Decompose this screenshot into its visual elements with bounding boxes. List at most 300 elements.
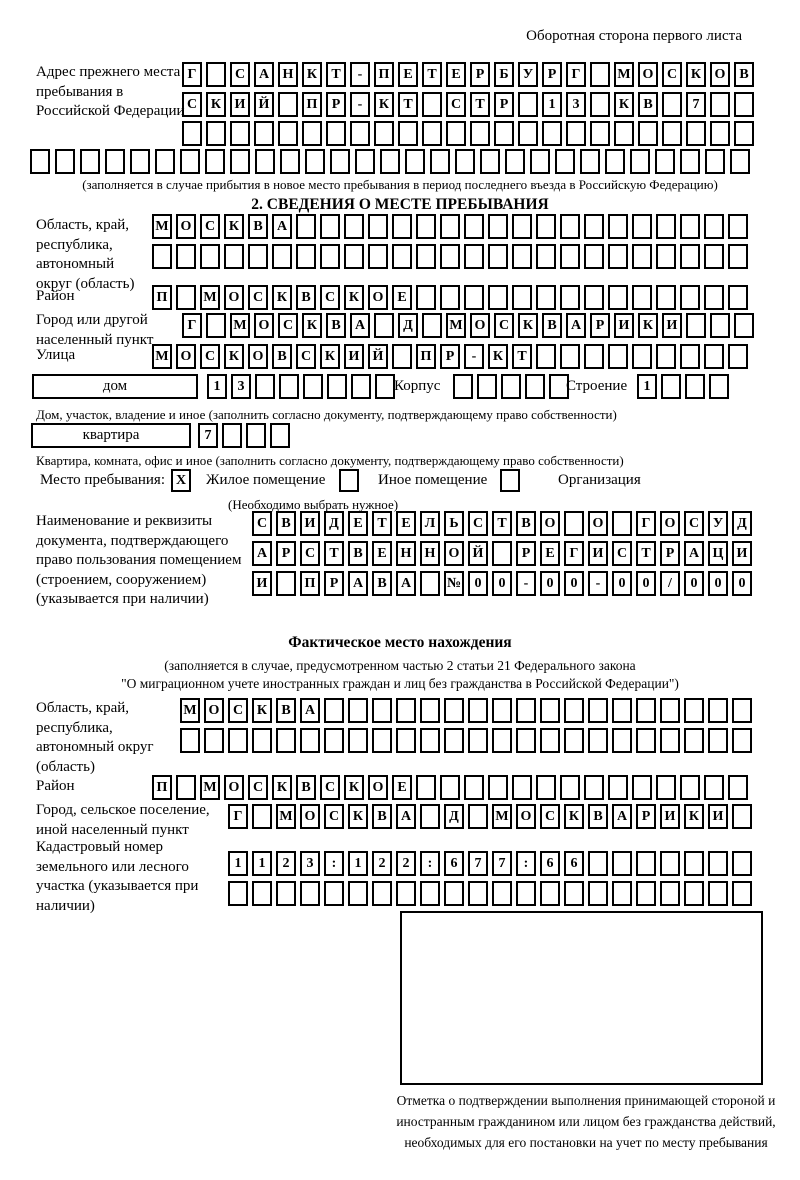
char-cell	[480, 149, 500, 174]
char-cell: П	[416, 344, 436, 369]
char-cell	[684, 881, 704, 906]
char-cell: С	[252, 511, 272, 536]
char-cell: Т	[492, 511, 512, 536]
char-cell	[444, 881, 464, 906]
char-cell	[530, 149, 550, 174]
char-cell	[608, 285, 628, 310]
char-cell	[30, 149, 50, 174]
char-cell: К	[302, 313, 322, 338]
char-cell	[612, 511, 632, 536]
char-cell	[355, 149, 375, 174]
char-cell: С	[612, 541, 632, 566]
char-cell	[276, 571, 296, 596]
char-cell	[540, 881, 560, 906]
char-cell: М	[180, 698, 200, 723]
char-cell: А	[566, 313, 586, 338]
char-cell	[296, 244, 316, 269]
char-cell	[440, 214, 460, 239]
char-cell	[630, 149, 650, 174]
char-cell	[130, 149, 150, 174]
char-cell	[584, 344, 604, 369]
char-cell	[564, 698, 584, 723]
char-cell: Й	[468, 541, 488, 566]
char-cell: Г	[566, 62, 586, 87]
house-number-cells	[207, 374, 395, 399]
char-cell	[709, 374, 729, 399]
char-cell: -	[464, 344, 484, 369]
char-cell	[455, 149, 475, 174]
char-cell	[542, 121, 562, 146]
char-cell	[440, 285, 460, 310]
char-cell	[536, 775, 556, 800]
char-cell	[206, 62, 226, 87]
char-cell	[660, 881, 680, 906]
char-cell: С	[248, 775, 268, 800]
actual-intro-line-1: (заполняется в случае, предусмотренном частью 2 статьи 21 Федерального закона	[164, 658, 636, 673]
char-cell: А	[252, 541, 272, 566]
char-cell	[320, 214, 340, 239]
char-cell: В	[542, 313, 562, 338]
char-cell: И	[300, 511, 320, 536]
char-cell	[324, 881, 344, 906]
char-cell: 0	[492, 571, 512, 596]
char-cell: Р	[276, 541, 296, 566]
char-cell	[302, 121, 322, 146]
char-cell: К	[224, 214, 244, 239]
char-cell: 7	[686, 92, 706, 117]
char-cell: -	[350, 62, 370, 87]
char-cell	[612, 881, 632, 906]
char-cell: Г	[636, 511, 656, 536]
char-cell: В	[326, 313, 346, 338]
char-cell	[152, 244, 172, 269]
char-cell	[372, 728, 392, 753]
char-cell: 1	[228, 851, 248, 876]
char-cell	[708, 698, 728, 723]
char-cell: И	[660, 804, 680, 829]
char-cell: 0	[708, 571, 728, 596]
char-cell	[327, 374, 347, 399]
char-cell	[420, 571, 440, 596]
char-cell	[708, 881, 728, 906]
char-cell: У	[518, 62, 538, 87]
district-row	[152, 285, 748, 310]
char-cell	[734, 313, 754, 338]
cadastral-row-2	[228, 881, 752, 906]
char-cell: Г	[228, 804, 248, 829]
char-cell	[464, 775, 484, 800]
char-cell	[632, 775, 652, 800]
char-cell	[704, 285, 724, 310]
char-cell: С	[296, 344, 316, 369]
char-cell	[492, 541, 512, 566]
char-cell	[372, 698, 392, 723]
char-cell	[680, 344, 700, 369]
char-cell: Р	[324, 571, 344, 596]
char-cell	[660, 728, 680, 753]
prev-address-caption: (заполняется в случае прибытия в новое место пребывания в период последнего въезда в Российскую Федерацию)	[82, 177, 718, 192]
char-cell: В	[348, 541, 368, 566]
document-row-3	[252, 571, 752, 596]
char-cell: С	[540, 804, 560, 829]
apartment-cells	[198, 423, 290, 448]
char-cell	[380, 149, 400, 174]
stay-type-hint: (Необходимо выбрать нужное)	[228, 497, 399, 512]
actual-region-row-2	[180, 728, 752, 753]
char-cell: С	[446, 92, 466, 117]
char-cell: В	[372, 571, 392, 596]
char-cell: :	[420, 851, 440, 876]
char-cell	[512, 214, 532, 239]
char-cell: Л	[420, 511, 440, 536]
char-cell: 6	[444, 851, 464, 876]
char-cell: П	[302, 92, 322, 117]
char-cell	[505, 149, 525, 174]
char-cell	[656, 244, 676, 269]
prev-address-row-4	[30, 149, 750, 174]
char-cell	[584, 285, 604, 310]
char-cell	[416, 285, 436, 310]
char-cell	[420, 698, 440, 723]
char-cell: А	[350, 313, 370, 338]
char-cell: Р	[326, 92, 346, 117]
page-header-note: Оборотная сторона первого листа	[526, 28, 742, 44]
char-cell	[501, 374, 521, 399]
char-cell	[420, 881, 440, 906]
char-cell	[518, 92, 538, 117]
char-cell	[590, 62, 610, 87]
char-cell	[204, 728, 224, 753]
char-cell	[324, 698, 344, 723]
char-cell: Н	[278, 62, 298, 87]
char-cell	[477, 374, 497, 399]
char-cell	[420, 804, 440, 829]
char-cell	[638, 121, 658, 146]
char-cell: О	[660, 511, 680, 536]
char-cell: О	[638, 62, 658, 87]
char-cell	[374, 121, 394, 146]
char-cell: К	[344, 285, 364, 310]
char-cell: К	[564, 804, 584, 829]
char-cell	[344, 214, 364, 239]
char-cell: М	[152, 214, 172, 239]
char-cell	[728, 775, 748, 800]
document-row-1	[252, 511, 752, 536]
char-cell	[555, 149, 575, 174]
char-cell: К	[638, 313, 658, 338]
char-cell: 3	[300, 851, 320, 876]
prev-address-row-3	[182, 121, 754, 146]
char-cell: Й	[254, 92, 274, 117]
char-cell: С	[200, 214, 220, 239]
char-cell	[488, 775, 508, 800]
korpus-label: Корпус	[394, 378, 441, 394]
char-cell	[685, 374, 705, 399]
char-cell: Р	[660, 541, 680, 566]
char-cell	[344, 244, 364, 269]
char-cell	[660, 698, 680, 723]
korpus-cells	[453, 374, 569, 399]
char-cell	[155, 149, 175, 174]
actual-city-row	[228, 804, 752, 829]
char-cell: Г	[182, 313, 202, 338]
char-cell	[392, 214, 412, 239]
char-cell: А	[300, 698, 320, 723]
char-cell	[560, 344, 580, 369]
char-cell: :	[516, 851, 536, 876]
char-cell	[375, 374, 395, 399]
char-cell	[605, 149, 625, 174]
char-cell	[252, 881, 272, 906]
char-cell	[276, 881, 296, 906]
char-cell	[516, 728, 536, 753]
char-cell: О	[300, 804, 320, 829]
char-cell: -	[588, 571, 608, 596]
char-cell: Б	[494, 62, 514, 87]
char-cell: -	[516, 571, 536, 596]
char-cell	[536, 344, 556, 369]
char-cell	[488, 214, 508, 239]
char-cell: С	[182, 92, 202, 117]
char-cell: В	[588, 804, 608, 829]
checkbox-residential: X	[171, 469, 191, 492]
char-cell: Г	[564, 541, 584, 566]
char-cell	[464, 244, 484, 269]
char-cell: 7	[198, 423, 218, 448]
char-cell	[176, 775, 196, 800]
stroenie-cells	[637, 374, 729, 399]
char-cell: Р	[542, 62, 562, 87]
char-cell: 1	[207, 374, 227, 399]
char-cell	[468, 698, 488, 723]
char-cell	[684, 851, 704, 876]
char-cell	[564, 511, 584, 536]
char-cell	[224, 244, 244, 269]
char-cell: М	[200, 285, 220, 310]
checkbox-organization	[500, 469, 520, 492]
char-cell: С	[320, 285, 340, 310]
char-cell: Е	[372, 541, 392, 566]
char-cell: Е	[398, 62, 418, 87]
char-cell: В	[734, 62, 754, 87]
char-cell	[732, 728, 752, 753]
char-cell	[464, 214, 484, 239]
char-cell: О	[224, 775, 244, 800]
char-cell	[636, 698, 656, 723]
char-cell: С	[248, 285, 268, 310]
char-cell: Т	[372, 511, 392, 536]
confirmation-caption: Отметка о подтверждении выполнения принимающей стороной и иностранным гражданином или лицом без гражданства действий, необходимых для его постановки на учет по месту пребывания	[396, 1093, 776, 1150]
document-label: Наименование и реквизиты документа, подтверждающего право пользования помещением (строением, сооружением) (указывается при наличии)	[36, 513, 242, 607]
char-cell: О	[470, 313, 490, 338]
char-cell	[516, 881, 536, 906]
char-cell: 0	[540, 571, 560, 596]
char-cell	[330, 149, 350, 174]
char-cell	[200, 244, 220, 269]
house-caption: Дом, участок, владение и иное (заполнить согласно документу, подтверждающему право собственности)	[36, 407, 617, 422]
char-cell: К	[488, 344, 508, 369]
char-cell	[512, 244, 532, 269]
char-cell: А	[612, 804, 632, 829]
char-cell: А	[684, 541, 704, 566]
char-cell	[205, 149, 225, 174]
char-cell	[105, 149, 125, 174]
actual-district-row	[152, 775, 748, 800]
char-cell	[488, 244, 508, 269]
char-cell: 1	[637, 374, 657, 399]
char-cell	[566, 121, 586, 146]
char-cell: Р	[494, 92, 514, 117]
region-row-1	[152, 214, 748, 239]
char-cell	[710, 121, 730, 146]
char-cell: 1	[252, 851, 272, 876]
char-cell	[656, 775, 676, 800]
char-cell: М	[446, 313, 466, 338]
char-cell	[588, 881, 608, 906]
char-cell	[348, 698, 368, 723]
char-cell	[705, 149, 725, 174]
char-cell	[444, 698, 464, 723]
char-cell: В	[276, 698, 296, 723]
char-cell: Т	[398, 92, 418, 117]
char-cell	[662, 121, 682, 146]
char-cell: М	[614, 62, 634, 87]
char-cell	[280, 149, 300, 174]
char-cell: :	[324, 851, 344, 876]
char-cell: А	[396, 571, 416, 596]
char-cell: Р	[470, 62, 490, 87]
option-residential-label: Жилое помещение	[206, 472, 326, 488]
char-cell	[416, 775, 436, 800]
option-other-premises-label: Иное помещение	[378, 472, 488, 488]
char-cell: К	[302, 62, 322, 87]
char-cell	[320, 244, 340, 269]
char-cell: 0	[468, 571, 488, 596]
char-cell: Р	[516, 541, 536, 566]
char-cell	[464, 285, 484, 310]
char-cell	[560, 285, 580, 310]
char-cell: К	[272, 775, 292, 800]
char-cell	[584, 244, 604, 269]
char-cell	[728, 244, 748, 269]
char-cell: 0	[732, 571, 752, 596]
char-cell	[516, 698, 536, 723]
char-cell	[732, 881, 752, 906]
char-cell: К	[252, 698, 272, 723]
char-cell: П	[374, 62, 394, 87]
char-cell: П	[300, 571, 320, 596]
char-cell: И	[662, 313, 682, 338]
char-cell	[656, 285, 676, 310]
char-cell	[704, 244, 724, 269]
char-cell	[614, 121, 634, 146]
char-cell: О	[516, 804, 536, 829]
char-cell	[608, 344, 628, 369]
char-cell	[494, 121, 514, 146]
char-cell: Г	[182, 62, 202, 87]
char-cell: М	[152, 344, 172, 369]
char-cell: 0	[684, 571, 704, 596]
char-cell	[590, 92, 610, 117]
char-cell	[525, 374, 545, 399]
char-cell: В	[276, 511, 296, 536]
char-cell: Е	[396, 511, 416, 536]
char-cell	[422, 313, 442, 338]
char-cell: С	[684, 511, 704, 536]
char-cell	[730, 149, 750, 174]
char-cell: Н	[396, 541, 416, 566]
char-cell	[248, 244, 268, 269]
char-cell: 3	[231, 374, 251, 399]
district-label: Район	[36, 288, 75, 304]
char-cell	[420, 728, 440, 753]
char-cell: Д	[324, 511, 344, 536]
char-cell	[536, 214, 556, 239]
char-cell: С	[324, 804, 344, 829]
section2-title: 2. СВЕДЕНИЯ О МЕСТЕ ПРЕБЫВАНИЯ	[251, 196, 549, 213]
char-cell: Р	[590, 313, 610, 338]
char-cell	[254, 121, 274, 146]
char-cell	[468, 881, 488, 906]
char-cell: К	[224, 344, 244, 369]
char-cell: У	[708, 511, 728, 536]
char-cell	[636, 881, 656, 906]
char-cell: Е	[348, 511, 368, 536]
char-cell	[396, 881, 416, 906]
char-cell	[684, 728, 704, 753]
char-cell	[612, 728, 632, 753]
char-cell	[704, 344, 724, 369]
char-cell	[446, 121, 466, 146]
char-cell	[492, 698, 512, 723]
street-label: Улица	[36, 347, 76, 363]
char-cell	[392, 344, 412, 369]
char-cell: Е	[392, 775, 412, 800]
char-cell	[398, 121, 418, 146]
char-cell: И	[230, 92, 250, 117]
char-cell: А	[254, 62, 274, 87]
char-cell	[518, 121, 538, 146]
char-cell	[588, 698, 608, 723]
char-cell	[632, 214, 652, 239]
char-cell	[279, 374, 299, 399]
checkbox-other-premises	[339, 469, 359, 492]
char-cell	[351, 374, 371, 399]
char-cell: К	[348, 804, 368, 829]
char-cell: И	[708, 804, 728, 829]
char-cell: О	[588, 511, 608, 536]
char-cell	[684, 698, 704, 723]
char-cell: И	[732, 541, 752, 566]
document-row-2	[252, 541, 752, 566]
char-cell	[680, 244, 700, 269]
char-cell: В	[516, 511, 536, 536]
char-cell	[255, 374, 275, 399]
char-cell: О	[444, 541, 464, 566]
char-cell: П	[152, 775, 172, 800]
char-cell	[512, 285, 532, 310]
stay-type-label: Место пребывания:	[40, 472, 165, 488]
char-cell: С	[300, 541, 320, 566]
char-cell: М	[200, 775, 220, 800]
actual-location-title: Фактическое место нахождения	[288, 634, 512, 651]
char-cell: К	[344, 775, 364, 800]
char-cell: К	[272, 285, 292, 310]
char-cell: Й	[368, 344, 388, 369]
char-cell: К	[320, 344, 340, 369]
char-cell	[348, 881, 368, 906]
char-cell	[632, 244, 652, 269]
